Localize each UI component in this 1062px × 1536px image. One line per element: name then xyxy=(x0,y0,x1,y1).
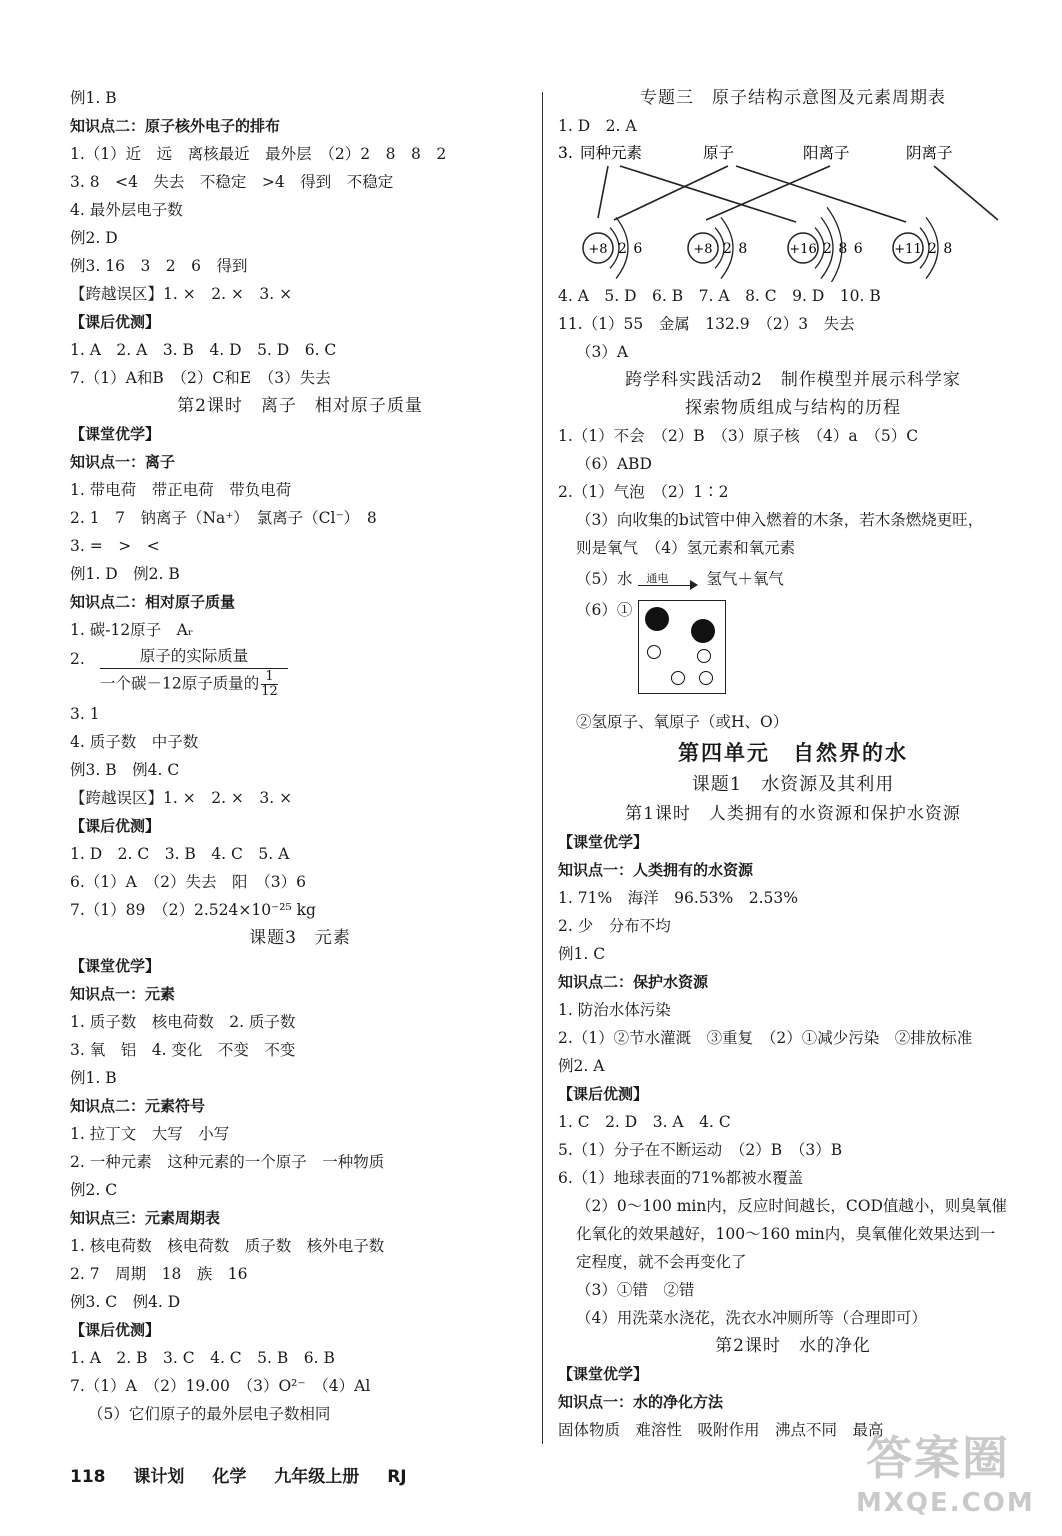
section-heading: 知识点二：元素符号 xyxy=(70,1097,206,1115)
section-title: 探索物质组成与结构的历程 xyxy=(685,398,901,418)
match-line xyxy=(598,166,608,218)
atom-structure xyxy=(583,217,643,278)
reaction-arrow xyxy=(638,569,700,591)
model-label: （6）① xyxy=(576,601,633,619)
answer-line: 2.（1）气泡 （2）1∶2 xyxy=(558,483,729,501)
answer-line: 7.（1）A和B （2）C和E （3）失去 xyxy=(70,369,331,387)
match-line xyxy=(620,166,796,222)
arrow-shaft xyxy=(638,585,694,587)
answer-line: 【跨越误区】1. × 2. × 3. × xyxy=(70,789,293,807)
answer-line: 6.（1）A （2）失去 阳 （3）6 xyxy=(70,873,306,891)
answer-line: 例3. B 例4. C xyxy=(70,761,180,779)
answer-line: 2.（1）②节水灌溉 ③重复 （2）①减少污染 ②排放标准 xyxy=(558,1029,973,1047)
nucleus-charge: +11 xyxy=(894,242,922,257)
answer-line: 4. 质子数 中子数 xyxy=(70,733,199,751)
mini-fraction xyxy=(261,670,278,699)
left-lines xyxy=(70,84,530,644)
answer-line: 1. 71% 海洋 96.53% 2.53% xyxy=(558,889,799,907)
model-box xyxy=(638,600,726,694)
atom-structure xyxy=(893,217,953,278)
section-title: 跨学科实践活动2 制作模型并展示科学家 xyxy=(625,370,961,390)
reaction-line xyxy=(558,562,1028,596)
answer-line: （2）0～100 min内，反应时间越长，COD值越小，则臭氧催 xyxy=(576,1197,1007,1215)
mini-fraction-bottom: 12 xyxy=(261,684,278,699)
answer-line: 3. = > < xyxy=(70,537,160,555)
book-title: 课计划 xyxy=(133,1467,185,1487)
section-heading: 知识点三：元素周期表 xyxy=(70,1209,221,1227)
hydrogen-atom-icon xyxy=(697,649,711,663)
answer-line: 4. 最外层电子数 xyxy=(70,201,183,219)
oxygen-atom-icon xyxy=(691,619,715,643)
fraction-number: 2. xyxy=(70,650,85,668)
electron-counts: 2 8 xyxy=(928,241,954,257)
answer-line: 1. A 2. A 3. B 4. D 5. D 6. C xyxy=(70,341,337,359)
nucleus-charge: +8 xyxy=(693,242,713,257)
right-column xyxy=(558,84,1028,1444)
match-line xyxy=(706,166,830,220)
answer-line: 4. A 5. D 6. B 7. A 8. C 9. D 10. B xyxy=(558,287,881,305)
section-title: 第1课时 人类拥有的水资源和保护水资源 xyxy=(625,804,961,824)
match-line xyxy=(614,166,728,220)
answer-line: 1.（1）近 远 离核最近 最外层 （2）2 8 8 2 xyxy=(70,145,447,163)
answer-line: 例1. B xyxy=(70,89,117,107)
answer-line: 例2. D xyxy=(70,229,118,247)
atom-structures xyxy=(583,207,953,282)
right-mid-lines xyxy=(558,282,1028,562)
atom-structure xyxy=(788,207,864,282)
answer-line: 则是氧气 （4）氢元素和氧元素 xyxy=(576,539,796,557)
section-heading: 知识点一：水的净化方法 xyxy=(558,1393,724,1411)
watermark-text: 答案圈 xyxy=(866,1431,1010,1485)
answer-line: （6）ABD xyxy=(576,455,652,473)
atom-structure xyxy=(688,217,748,278)
answer-line: 化氧化的效果越好，100～160 min内，臭氧催化效果达到一 xyxy=(576,1225,996,1243)
reaction-condition: 通电 xyxy=(646,572,669,585)
answer-line: （4）用洗菜水浇花，洗衣水冲厕所等（合理即可） xyxy=(576,1309,927,1327)
hydrogen-atom-icon xyxy=(699,671,713,685)
electron-counts: 2 6 xyxy=(618,241,644,257)
nucleus-charge: +8 xyxy=(588,242,608,257)
answer-line: 3. 1 xyxy=(70,705,100,723)
section-heading: 知识点一：元素 xyxy=(70,985,176,1003)
answer-line: 1. 带电荷 带正电荷 带负电荷 xyxy=(70,481,292,499)
match-line xyxy=(736,166,906,222)
subject: 化学 xyxy=(212,1467,247,1487)
section-heading: 【课后优测】 xyxy=(70,313,161,331)
answer-line: 2. 7 周期 18 族 16 xyxy=(70,1265,248,1283)
atom-diagram-svg xyxy=(558,140,1028,282)
answer-line: 1. D 2. A xyxy=(558,117,637,135)
fraction-denominator xyxy=(100,669,278,699)
answer-line: 定程度，就不会再变化了 xyxy=(576,1253,747,1271)
answer-line: ②氢原子、氧原子（或H、O） xyxy=(576,713,789,731)
electron-counts: 2 8 xyxy=(723,241,749,257)
mini-fraction-top: 1 xyxy=(261,670,278,685)
right-top-lines xyxy=(558,84,1028,140)
grade: 九年级上册 xyxy=(274,1467,360,1487)
answer-line: 例2. C xyxy=(70,1181,118,1199)
answer-line: 2. 少 分布不均 xyxy=(558,917,671,935)
electron-counts: 2 8 6 xyxy=(823,241,864,257)
fraction-formula xyxy=(70,644,530,700)
nucleus-charge: +16 xyxy=(789,242,817,257)
page-footer xyxy=(70,1462,429,1487)
matching-lines xyxy=(598,166,998,222)
arrow-head-icon xyxy=(690,580,698,590)
section-title: 第2课时 离子 相对原子质量 xyxy=(177,396,423,416)
watermark-url: MXQE.COM xyxy=(856,1488,1035,1518)
answer-line: 1. C 2. D 3. A 4. C xyxy=(558,1113,731,1131)
page-number: 118 xyxy=(70,1467,106,1487)
answer-line: 1. 核电荷数 核电荷数 质子数 核外电子数 xyxy=(70,1237,385,1255)
answer-line: 3. 氧 铝 4. 变化 不变 不变 xyxy=(70,1041,296,1059)
answer-line: 例1. C xyxy=(558,945,606,963)
answer-line: 固体物质 难溶性 吸附作用 沸点不同 最高 xyxy=(558,1421,884,1439)
section-heading: 【课后优测】 xyxy=(558,1085,649,1103)
section-heading: 知识点一：人类拥有的水资源 xyxy=(558,861,754,879)
answer-line: 1. 拉丁文 大写 小写 xyxy=(70,1125,230,1143)
section-heading: 【课堂优学】 xyxy=(70,957,161,975)
answer-line: 例1. D 例2. B xyxy=(70,565,180,583)
section-heading: 【课堂优学】 xyxy=(558,1365,649,1383)
reaction-products: 氢气＋氧气 xyxy=(706,570,784,588)
answer-line: （3）①错 ②错 xyxy=(576,1281,695,1299)
answer-line: 【跨越误区】1. × 2. × 3. × xyxy=(70,285,293,303)
section-title: 专题三 原子结构示意图及元素周期表 xyxy=(640,88,946,108)
answer-line: 例1. B xyxy=(70,1069,117,1087)
hydrogen-atom-icon xyxy=(647,645,661,659)
answer-line: 2. 1 7 钠离子（Na⁺） 氯离子（Cl⁻） 8 xyxy=(70,509,377,527)
section-heading: 【课后优测】 xyxy=(70,817,161,835)
answer-line: 2. 一种元素 这种元素的一个原子 一种物质 xyxy=(70,1153,385,1171)
answer-line: 6.（1）地球表面的71%都被水覆盖 xyxy=(558,1169,804,1187)
edition: RJ xyxy=(387,1467,407,1487)
molecule-model xyxy=(558,596,1028,708)
section-heading: 知识点二：保护水资源 xyxy=(558,973,709,991)
label-anion: 阴离子 xyxy=(906,144,953,162)
answer-line: （3）向收集的b试管中伸入燃着的木条，若木条燃烧更旺， xyxy=(576,511,984,529)
section-heading: 【课堂优学】 xyxy=(558,833,649,851)
label-atom: 原子 xyxy=(703,144,735,162)
match-line xyxy=(934,166,998,220)
answer-line: 例3. 16 3 2 6 得到 xyxy=(70,257,248,275)
fraction-numerator: 原子的实际质量 xyxy=(100,644,288,669)
column-divider xyxy=(542,92,543,1444)
answer-line: 3. 8 <4 失去 不稳定 >4 得到 不稳定 xyxy=(70,173,394,191)
answer-line: （3）A xyxy=(576,343,629,361)
label-same-element: 同种元素 xyxy=(580,144,643,162)
answer-line: 7.（1）A （2）19.00 （3）O²⁻ （4）Al xyxy=(70,1377,371,1395)
fraction-denominator-text: 一个碳－12原子质量的 xyxy=(100,674,260,693)
answer-line: 1. 防治水体污染 xyxy=(558,1001,671,1019)
hydrogen-atom-icon xyxy=(671,671,685,685)
answer-line: 1. 质子数 核电荷数 2. 质子数 xyxy=(70,1013,296,1031)
right-bottom-lines xyxy=(558,708,1028,1444)
answer-line: 1. 碳-12原子 Aᵣ xyxy=(70,621,194,639)
answer-line: 7.（1）89 （2）2.524×10⁻²⁵ kg xyxy=(70,901,316,919)
answer-line: （5）它们原子的最外层电子数相同 xyxy=(88,1405,331,1423)
left-column xyxy=(70,84,530,1428)
answer-line: 例3. C 例4. D xyxy=(70,1293,181,1311)
reaction-reactant: （5）水 xyxy=(576,570,633,588)
answer-line: 例2. A xyxy=(558,1057,605,1075)
section-title: 第四单元 自然界的水 xyxy=(678,740,908,765)
answer-line: 1.（1）不会 （2）B （3）原子核 （4）a （5）C xyxy=(558,427,919,445)
section-title: 课题1 水资源及其利用 xyxy=(691,774,895,795)
section-heading: 【课堂优学】 xyxy=(70,425,161,443)
section-title: 课题3 元素 xyxy=(249,928,351,948)
section-heading: 【课后优测】 xyxy=(70,1321,161,1339)
answer-line: 11.（1）55 金属 132.9 （2）3 失去 xyxy=(558,315,855,333)
section-heading: 知识点二：原子核外电子的排布 xyxy=(70,117,281,135)
answer-line: 1. A 2. B 3. C 4. C 5. B 6. B xyxy=(70,1349,335,1367)
section-title: 第2课时 水的净化 xyxy=(715,1336,871,1356)
section-heading: 知识点二：相对原子质量 xyxy=(70,593,236,611)
label-cation: 阳离子 xyxy=(803,144,850,162)
oxygen-atom-icon xyxy=(645,607,669,631)
diagram-question-number: 3. xyxy=(558,144,573,162)
atom-matching-diagram xyxy=(558,140,1028,282)
watermark-logo xyxy=(856,1420,1035,1530)
left-lines-2 xyxy=(70,700,530,1428)
answer-line: 1. D 2. C 3. B 4. C 5. A xyxy=(70,845,290,863)
section-heading: 知识点一：离子 xyxy=(70,453,176,471)
answer-line: 5.（1）分子在不断运动 （2）B （3）B xyxy=(558,1141,843,1159)
